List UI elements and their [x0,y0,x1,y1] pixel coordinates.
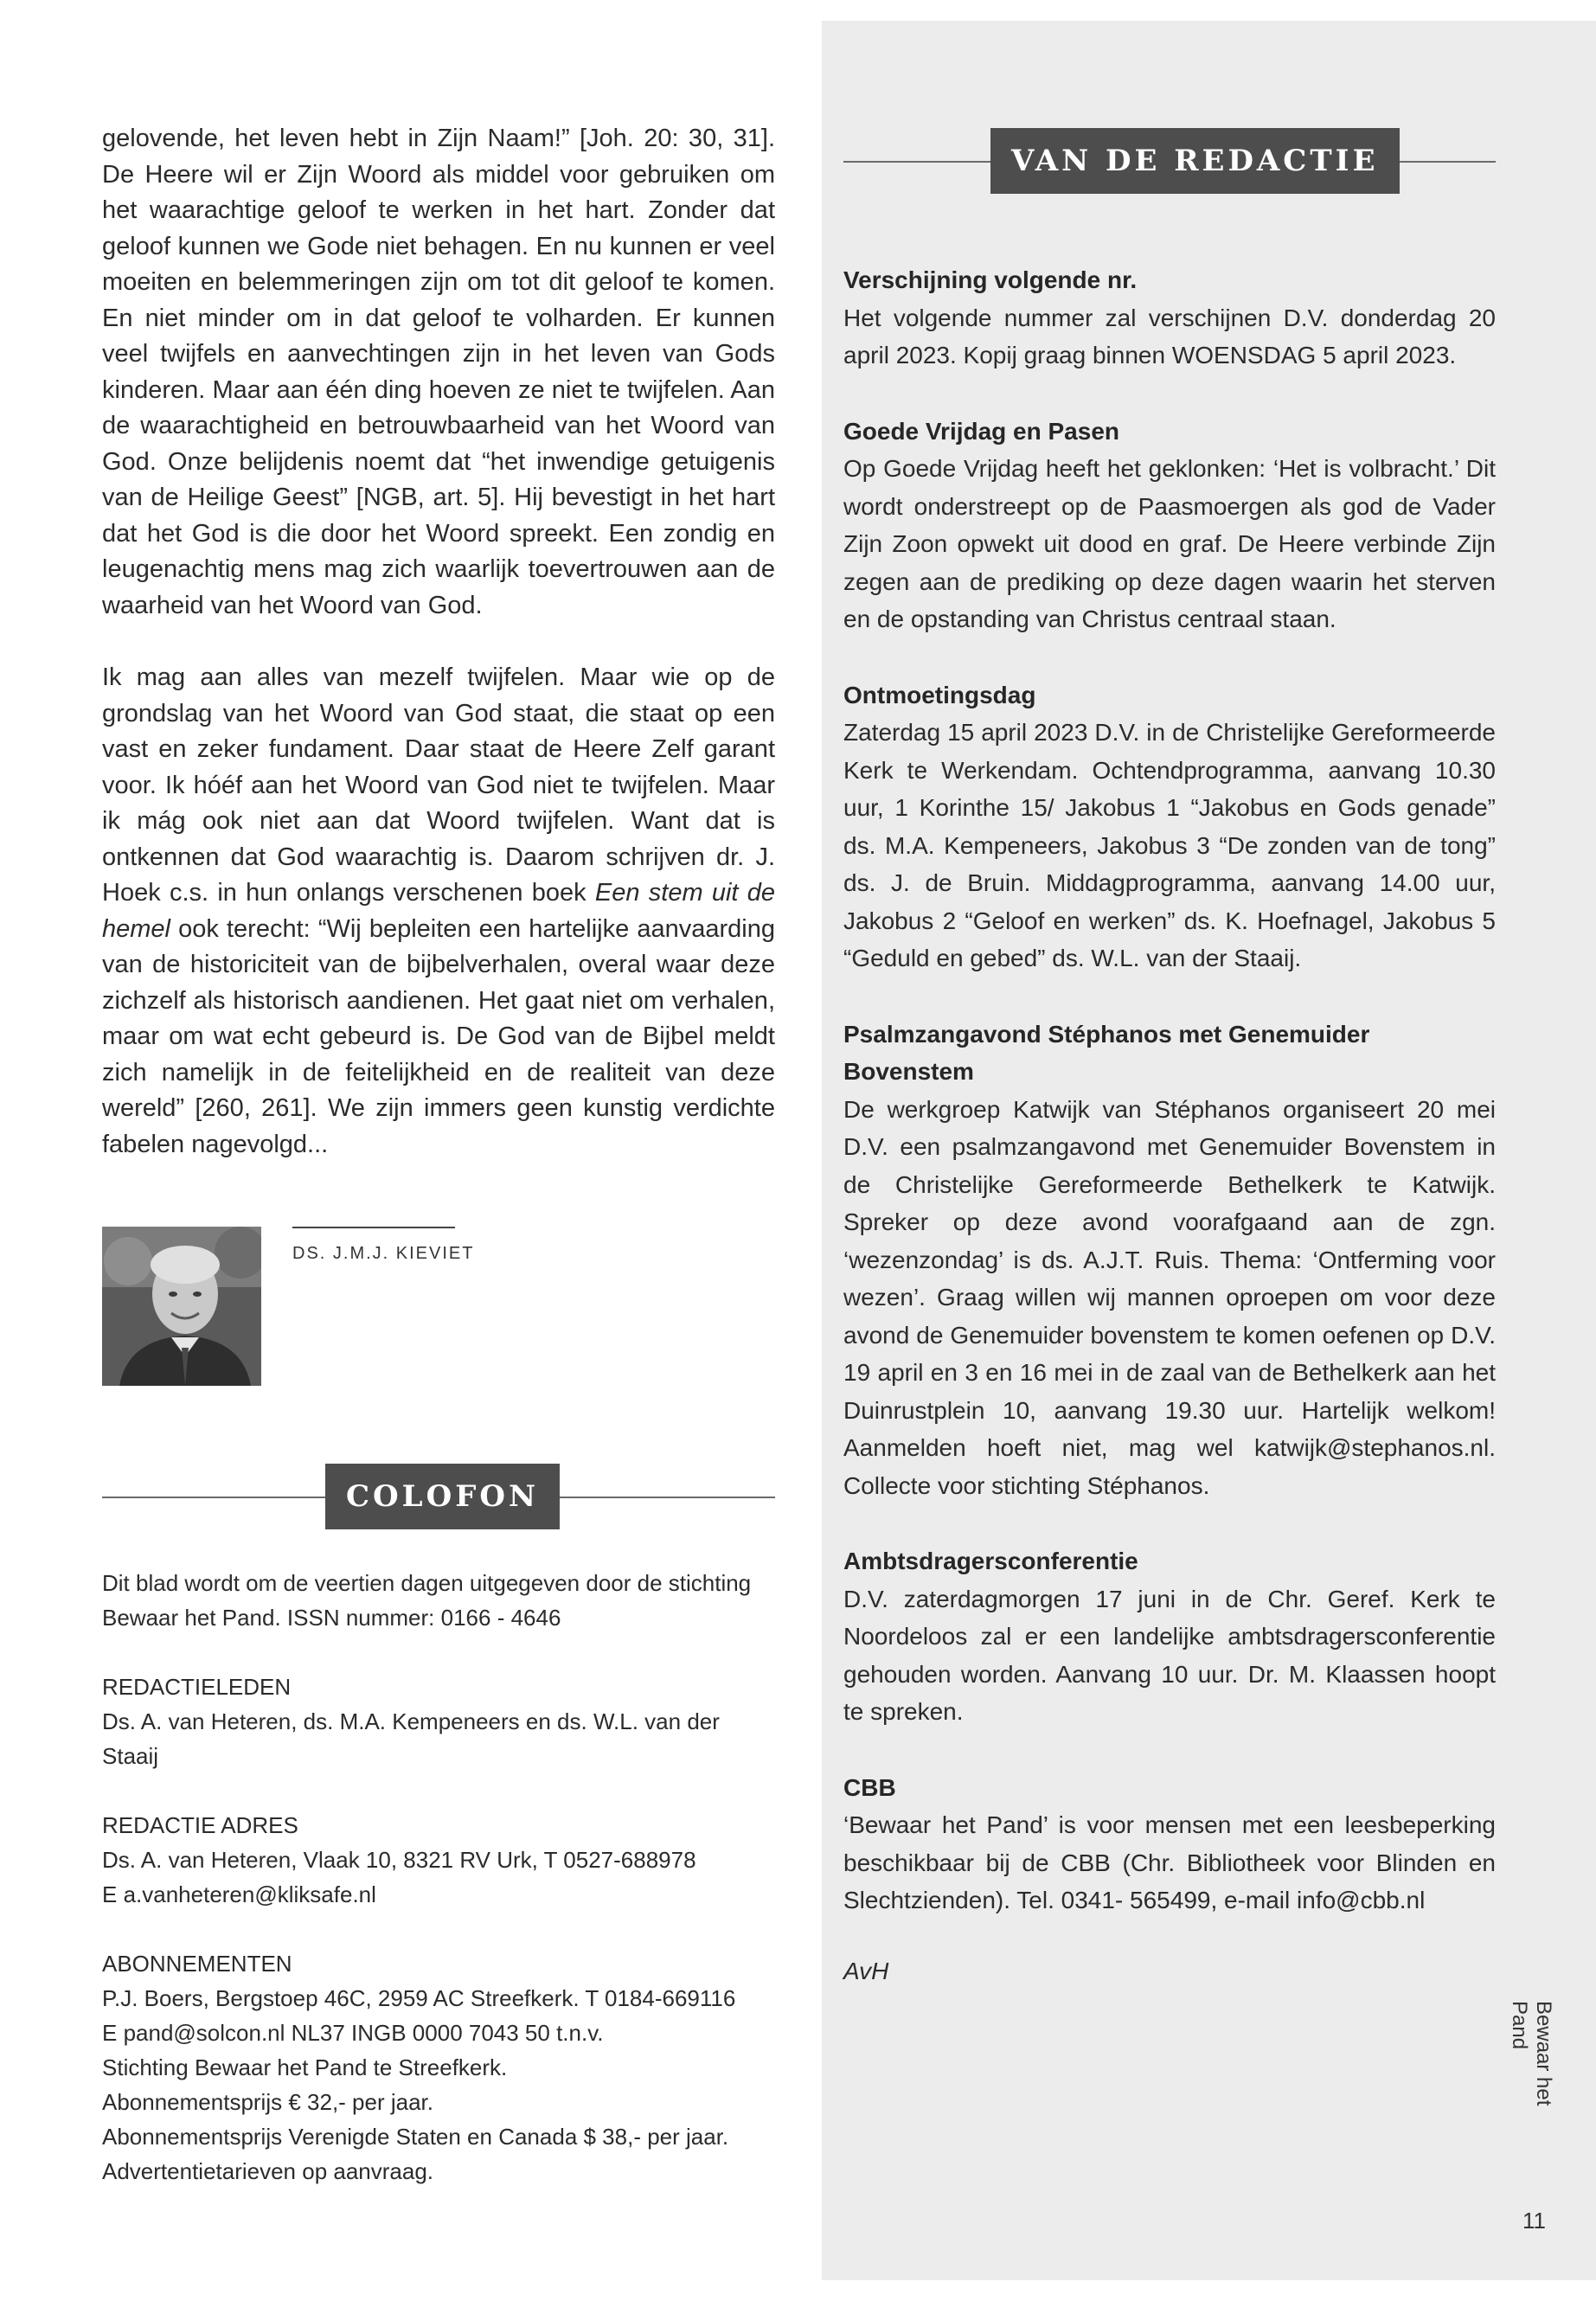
author-portrait-icon [102,1227,261,1386]
news-title: Psalmzangavond Stéphanos met Genemuider Bovenstem [843,1020,1370,1085]
news-body: Het volgende nummer zal verschijnen D.V. donderdag 20 april 2023. Kopij graag binnen WOENSDAG 5 april 2023. [843,304,1496,369]
redactie-adres-block [102,1808,775,1912]
article-paragraph: gelovende, het leven hebt in Zijn Naam!” [Joh. 20: 30, 31]. De Heere wil er Zijn Woord als middel voor gebruiken om het waarachtige geloof te werken in het hart. Zonder dat geloof kunnen we Gode niet behagen. En nu kunnen er veel moeiten en belemmeringen zijn om tot dit geloof te komen. En niet minder om in dat geloof te volharden. Er kunnen veel twijfels en aanvechtingen zijn in het leven van Gods kinderen. Maar aan één ding hoeven ze niet te twijfelen. Aan de waarachtigheid en betrouwbaarheid van het Woord van God. Onze belijdenis noemt dat “het inwendige getuigenis van de Heilige Geest” [NGB, art. 5]. Hij bevestigt in het hart dat het God is die door het Woord spreekt. Een zondig en leugenachtig mens mag zich waarlijk toevertrouwen aan de waarheid van het Woord van God. [102,125,775,619]
colofon-body [102,1566,775,2189]
news-body: Op Goede Vrijdag heeft het geklonken: ‘Het is volbracht.’ Dit wordt onderstreept op de Paasmoergen als god de Vader Zijn Zoon opwekt uit dood en graf. De Heere verbinde Zijn zegen aan de prediking op deze dagen waarin het sterven en de opstanding van Christus centraal staan. [843,455,1496,632]
redactie-adres-line: Ds. A. van Heteren, Vlaak 10, 8321 RV Urk, T 0527-688978 [102,1847,696,1873]
news-title: Verschijning volgende nr. [843,266,1138,293]
news-item [843,1016,1496,1505]
news-item [843,1769,1496,1920]
news-title: CBB [843,1773,896,1801]
abonnementen-line: Abonnementsprijs € 32,- per jaar. [102,2089,433,2115]
colofon-intro: Dit blad wordt om de veertien dagen uitgegeven door de stichting Bewaar het Pand. ISSN nummer: 0166 - 4646 [102,1570,752,1631]
news-item [843,261,1496,375]
author-name: DS. J.M.J. KIEVIET [292,1244,475,1263]
redactieleden-label: REDACTIELEDEN [102,1674,292,1700]
article-column [102,121,775,1163]
news-body: De werkgroep Katwijk van Stéphanos organiseert 20 mei D.V. een psalmzangavond met Genemuider Bovenstem in de Christelijke Gereformeerde Bethelkerk te Katwijk. Spreker op deze avond voorafgaand aan de zgn. ‘wezenzondag’ is ds. A.J.T. Ruis. Thema: ‘Ontferming voor wezen’. Graag willen wij mannen oproepen om voor deze avond de Genemuider bovenstem te komen oefenen op D.V. 19 april en 3 en 16 mei in de zaal van de Bethelkerk aan het Duinrustplein 10, aanvang 19.30 uur. Hartelijk welkom! Aanmelden hoeft niet, mag wel katwijk@stephanos.nl. Collecte voor stichting Stéphanos. [843,1095,1496,1499]
colofon-heading: COLOFON [325,1464,560,1529]
page-number: 11 [1522,2208,1546,2234]
colofon-section [102,1464,775,2189]
abonnementen-line: Stichting Bewaar het Pand te Streefkerk. [102,2054,508,2080]
redactie-email: E a.vanheteren@kliksafe.nl [102,1881,376,1907]
news-body: Zaterdag 15 april 2023 D.V. in de Christelijke Gereformeerde Kerk te Werkendam. Ochtendprogramma, aanvang 10.30 uur, 1 Korinthe 15/ Jakobus 1 “Jakobus en Gods genade” ds. M.A. Kempeneers, Jakobus 3 “De zonden van de tong” ds. J. de Bruin. Middagprogramma, aanvang 14.00 uur, Jakobus 2 “Geloof en werken” ds. K. Hoefnagel, Jakobus 5 “Geduld en gebed” ds. W.L. van der Staaij. [843,719,1496,971]
publication-name: Bewaar het Pand [1508,2001,1555,2106]
redactie-header [843,128,1496,194]
article-text: ook terecht: “Wij bepleiten een hartelijke aanvaarding van de historiciteit van de bijbelverhalen, overal waar deze zichzelf als historisch aandienen. Het gaat niet om verhalen, maar om wat echt gebeurd is. De God van de Bijbel meldt zich namelijk in de feitelijkheid en de realiteit van deze wereld” [260, 261]. We zijn immers geen kunstig verdichte fabelen nagevolgd... [102,914,775,1158]
news-title: Goede Vrijdag en Pasen [843,417,1120,445]
abonnementen-line: E pand@solcon.nl NL37 INGB 0000 7043 50 t.n.v. [102,2020,604,2046]
article-paragraph [102,660,775,1163]
book-title: Een stem uit de hemel [102,879,775,943]
news-title: Ontmoetingsdag [843,681,1036,708]
article-text: Ik mag aan alles van mezelf twijfelen. Maar wie op de grondslag van het Woord van God staat, die staat op een vast en zeker fundament. Daar staat de Heere Zelf garant voor. Ik hóéf aan het Woord van God niet te twijfelen. Maar ik mág ook niet aan dat Woord twijfelen. Want dat is ontkennen dat God waarachtig is. Daarom schrijven dr. J. Hoek c.s. in hun onlangs verschenen boek [102,663,775,907]
abonnementen-block [102,1946,775,2189]
abonnementen-line: Abonnementsprijs Verenigde Staten en Canada $ 38,- per jaar. [102,2124,729,2150]
news-item [843,676,1496,977]
redactieleden-text: Ds. A. van Heteren, ds. M.A. Kempeneers en ds. W.L. van der Staaij [102,1708,720,1769]
news-body: D.V. zaterdagmorgen 17 juni in de Chr. Geref. Kerk te Noordeloos zal er een landelijke ambtsdragersconferentie gehouden worden. Aanvang 10 uur. Dr. M. Klaassen hoopt te spreken. [843,1585,1496,1725]
news-item [843,1542,1496,1731]
news-item [843,413,1496,638]
redactie-adres-label: REDACTIE ADRES [102,1812,298,1838]
author-signature [102,1227,775,1388]
redactieleden-block [102,1670,775,1773]
abonnementen-label: ABONNEMENTEN [102,1951,292,1977]
news-title: Ambtsdragersconferentie [843,1548,1138,1574]
colofon-header [102,1464,775,1529]
abonnementen-line: P.J. Boers, Bergstoep 46C, 2959 AC Streefkerk. T 0184-669116 [102,1985,736,2011]
redactie-sign-off: AvH [843,1957,889,1984]
author-photo [102,1227,261,1386]
colofon-intro-block [102,1566,775,1635]
redactie-heading: VAN DE REDACTIE [990,128,1400,194]
redactie-news-list [843,261,1496,1985]
signature-divider [292,1227,455,1228]
news-body: ‘Bewaar het Pand’ is voor mensen met een leesbeperking beschikbaar bij de CBB (Chr. Bibliotheek voor Blinden en Slechtzienden). Tel. 0341- 565499, e-mail info@cbb.nl [843,1811,1496,1913]
abonnementen-line: Advertentietarieven op aanvraag. [102,2158,434,2184]
